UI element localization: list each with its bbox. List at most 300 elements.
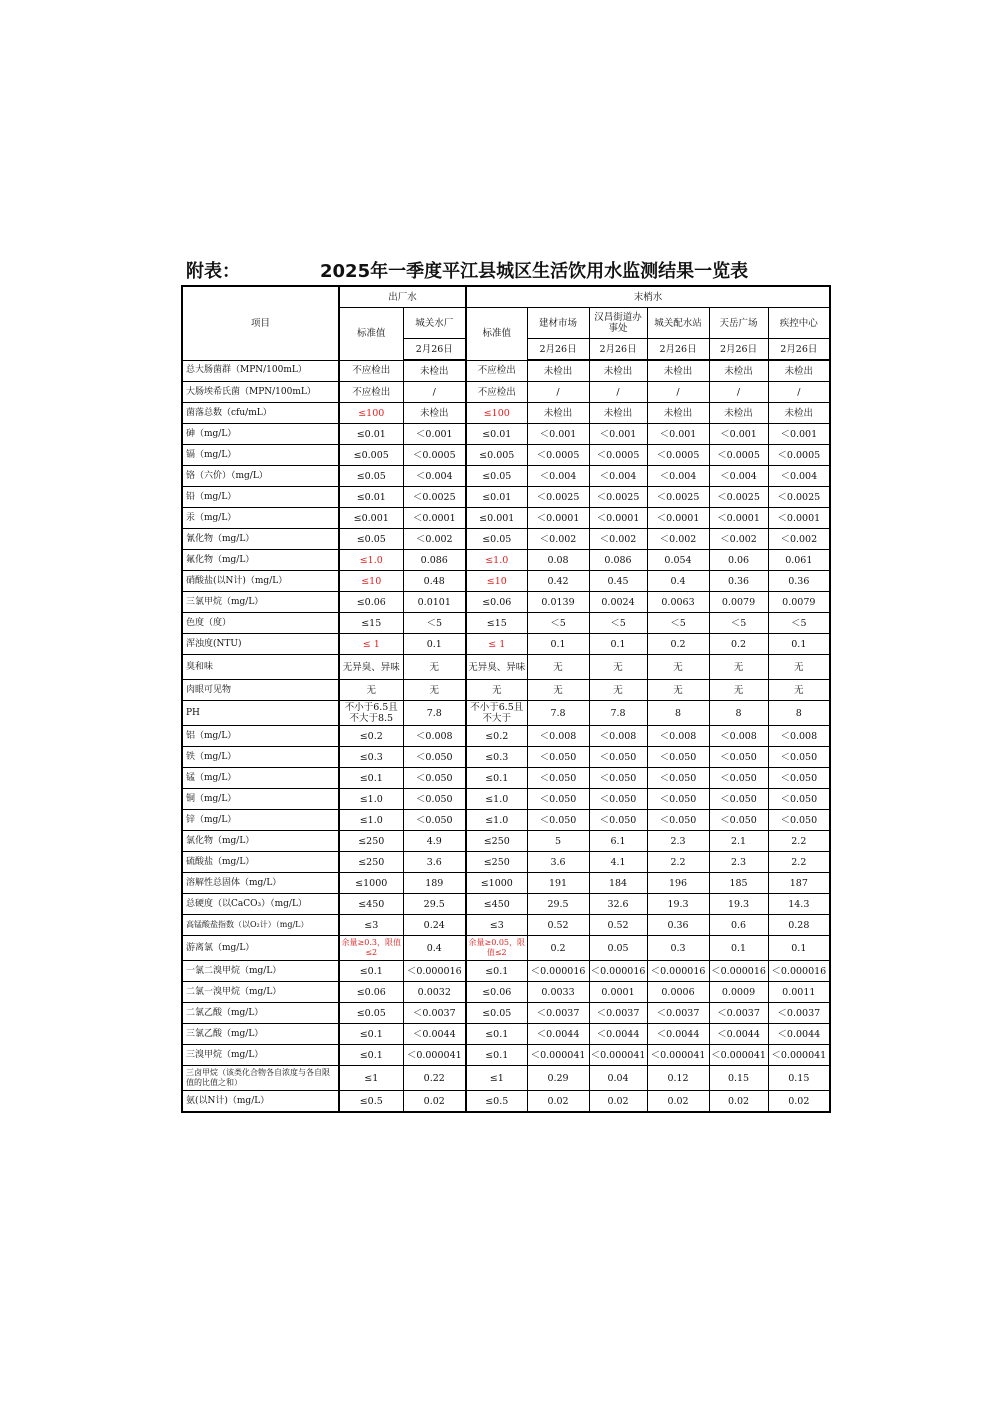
standard-value-cell: 不小于6.5且不大于: [466, 701, 527, 726]
result-value-cell: ＜0.050: [527, 747, 589, 768]
header-site-jiancai-market: 建材市场: [527, 308, 589, 339]
result-value-cell: 2.3: [647, 831, 709, 852]
result-value-cell: ＜0.000041: [709, 1045, 768, 1066]
row-item-label: 肉眼可见物: [182, 680, 339, 701]
table-row: [182, 360, 830, 382]
table-row: [182, 852, 830, 873]
result-value-cell: 0.2: [709, 634, 768, 655]
standard-value-cell: ≤0.005: [339, 445, 403, 466]
result-value-cell: ＜0.004: [403, 466, 466, 487]
row-item-label: 总硬度（以CaCO₃）（mg/L）: [182, 894, 339, 915]
result-value-cell: ＜0.0044: [709, 1024, 768, 1045]
result-value-cell: 无: [768, 680, 830, 701]
table-row: [182, 894, 830, 915]
result-value-cell: /: [647, 382, 709, 403]
table-row: [182, 680, 830, 701]
result-value-cell: 0.24: [403, 915, 466, 936]
result-value-cell: 7.8: [527, 701, 589, 726]
row-item-label: 三氯甲烷（mg/L）: [182, 592, 339, 613]
result-value-cell: ＜0.050: [768, 789, 830, 810]
result-value-cell: ＜0.0044: [768, 1024, 830, 1045]
result-value-cell: ＜0.050: [647, 768, 709, 789]
table-row: [182, 1045, 830, 1066]
standard-value-cell: ≤0.5: [466, 1091, 527, 1113]
standard-value-cell: ≤0.1: [339, 1045, 403, 1066]
standard-value-cell: ≤0.1: [339, 768, 403, 789]
standard-value-cell: ≤100: [466, 403, 527, 424]
standard-value-cell: ≤250: [466, 831, 527, 852]
result-value-cell: 未检出: [589, 360, 647, 382]
result-value-cell: 未检出: [403, 360, 466, 382]
result-value-cell: 0.0009: [709, 982, 768, 1003]
row-item-label: 镉（mg/L）: [182, 445, 339, 466]
standard-value-cell: ≤0.06: [339, 592, 403, 613]
result-value-cell: 0.0011: [768, 982, 830, 1003]
result-value-cell: ＜0.000016: [527, 961, 589, 982]
standard-value-cell: ≤0.01: [339, 424, 403, 445]
result-value-cell: ＜0.050: [647, 789, 709, 810]
result-value-cell: 7.8: [403, 701, 466, 726]
result-value-cell: 无: [647, 655, 709, 680]
row-item-label: PH: [182, 701, 339, 726]
result-value-cell: 0.02: [589, 1091, 647, 1113]
header-date: 2月26日: [589, 339, 647, 361]
row-item-label: 二氯一溴甲烷（mg/L）: [182, 982, 339, 1003]
header-date: 2月26日: [768, 339, 830, 361]
table-row: [182, 466, 830, 487]
row-item-label: 浑浊度(NTU): [182, 634, 339, 655]
result-value-cell: 0.08: [527, 550, 589, 571]
result-value-cell: ＜0.008: [589, 726, 647, 747]
result-value-cell: /: [709, 382, 768, 403]
row-item-label: 臭和味: [182, 655, 339, 680]
row-item-label: 汞（mg/L）: [182, 508, 339, 529]
standard-value-cell: ≤0.01: [466, 487, 527, 508]
table-row: [182, 592, 830, 613]
result-value-cell: 未检出: [527, 360, 589, 382]
table-row: [182, 529, 830, 550]
table-row: [182, 936, 830, 961]
standard-value-cell: 不应检出: [466, 382, 527, 403]
result-value-cell: ＜0.0001: [527, 508, 589, 529]
row-item-label: 铝（mg/L）: [182, 726, 339, 747]
standard-value-cell: ≤10: [339, 571, 403, 592]
result-value-cell: ＜0.050: [403, 810, 466, 831]
result-value-cell: 0.05: [589, 936, 647, 961]
standard-value-cell: ≤250: [339, 831, 403, 852]
header-date: 2月26日: [527, 339, 589, 361]
result-value-cell: 4.1: [589, 852, 647, 873]
result-value-cell: 0.45: [589, 571, 647, 592]
row-item-label: 氰化物（mg/L）: [182, 529, 339, 550]
standard-value-cell: 无异臭、异味: [339, 655, 403, 680]
result-value-cell: ＜0.004: [527, 466, 589, 487]
table-row: [182, 1003, 830, 1024]
standard-value-cell: ≤1.0: [339, 550, 403, 571]
row-item-label: 总大肠菌群（MPN/100mL）: [182, 360, 339, 382]
standard-value-cell: ≤0.05: [466, 1003, 527, 1024]
header-site-chengguan-station: 城关配水站: [647, 308, 709, 339]
result-value-cell: ＜0.050: [589, 768, 647, 789]
standard-value-cell: ≤0.1: [339, 961, 403, 982]
standard-value-cell: ≤0.05: [466, 529, 527, 550]
result-value-cell: 未检出: [527, 403, 589, 424]
table-row: [182, 961, 830, 982]
result-value-cell: ＜0.0037: [403, 1003, 466, 1024]
result-value-cell: ＜0.0037: [709, 1003, 768, 1024]
header-tap-water: 末梢水: [466, 286, 830, 308]
standard-value-cell: ≤1.0: [466, 789, 527, 810]
result-value-cell: ＜0.050: [768, 768, 830, 789]
result-value-cell: ＜0.000041: [768, 1045, 830, 1066]
table-row: [182, 550, 830, 571]
result-value-cell: 2.1: [709, 831, 768, 852]
row-item-label: 硝酸盐(以N计)（mg/L）: [182, 571, 339, 592]
result-value-cell: 0.52: [589, 915, 647, 936]
standard-value-cell: ≤1.0: [466, 810, 527, 831]
result-value-cell: 0.02: [403, 1091, 466, 1113]
result-value-cell: ＜0.050: [589, 747, 647, 768]
result-value-cell: 0.28: [768, 915, 830, 936]
result-value-cell: 无: [709, 655, 768, 680]
result-value-cell: ＜0.050: [589, 810, 647, 831]
row-item-label: 氟化物（mg/L）: [182, 550, 339, 571]
result-value-cell: ＜0.004: [709, 466, 768, 487]
standard-value-cell: ≤0.06: [466, 592, 527, 613]
header-item: 项目: [182, 286, 339, 360]
result-value-cell: ＜0.000041: [527, 1045, 589, 1066]
result-value-cell: 5: [527, 831, 589, 852]
table-row: [182, 1066, 830, 1091]
standard-value-cell: 无: [339, 680, 403, 701]
result-value-cell: 6.1: [589, 831, 647, 852]
result-value-cell: ＜0.0001: [589, 508, 647, 529]
result-value-cell: 19.3: [647, 894, 709, 915]
result-value-cell: 0.1: [403, 634, 466, 655]
result-value-cell: 未检出: [709, 360, 768, 382]
row-item-label: 三溴甲烷（mg/L）: [182, 1045, 339, 1066]
result-value-cell: 0.6: [709, 915, 768, 936]
result-value-cell: 32.6: [589, 894, 647, 915]
header-site-cdc: 疾控中心: [768, 308, 830, 339]
result-value-cell: /: [589, 382, 647, 403]
result-value-cell: ＜0.000016: [768, 961, 830, 982]
result-value-cell: ＜0.0037: [589, 1003, 647, 1024]
row-item-label: 铁（mg/L）: [182, 747, 339, 768]
standard-value-cell: ≤1.0: [466, 550, 527, 571]
header-date: 2月26日: [647, 339, 709, 361]
table-row: [182, 810, 830, 831]
standard-value-cell: 不小于6.5且不大于8.5: [339, 701, 403, 726]
result-value-cell: ＜0.050: [403, 747, 466, 768]
standard-value-cell: ≤3: [339, 915, 403, 936]
result-value-cell: ＜0.008: [527, 726, 589, 747]
result-value-cell: ＜0.050: [709, 810, 768, 831]
result-value-cell: ＜0.050: [647, 810, 709, 831]
result-value-cell: 未检出: [768, 403, 830, 424]
result-value-cell: 7.8: [589, 701, 647, 726]
row-item-label: 大肠埃希氏菌（MPN/100mL）: [182, 382, 339, 403]
result-value-cell: 未检出: [589, 403, 647, 424]
result-value-cell: ＜0.0037: [647, 1003, 709, 1024]
standard-value-cell: ≤3: [466, 915, 527, 936]
result-value-cell: ＜0.0005: [768, 445, 830, 466]
standard-value-cell: ≤1: [466, 1066, 527, 1091]
result-value-cell: 14.3: [768, 894, 830, 915]
result-value-cell: 0.06: [709, 550, 768, 571]
standard-value-cell: 不应检出: [339, 360, 403, 382]
result-value-cell: ＜0.002: [589, 529, 647, 550]
row-item-label: 铜（mg/L）: [182, 789, 339, 810]
result-value-cell: ＜0.050: [709, 789, 768, 810]
standard-value-cell: 无异臭、异味: [466, 655, 527, 680]
result-value-cell: ＜0.001: [527, 424, 589, 445]
standard-value-cell: ≤15: [339, 613, 403, 634]
result-value-cell: 3.6: [403, 852, 466, 873]
table-row: [182, 1091, 830, 1113]
result-value-cell: ＜0.0001: [768, 508, 830, 529]
result-value-cell: ＜0.050: [527, 789, 589, 810]
result-value-cell: 未检出: [709, 403, 768, 424]
result-value-cell: 0.36: [647, 915, 709, 936]
result-value-cell: ＜0.0001: [647, 508, 709, 529]
standard-value-cell: ≤1.0: [339, 810, 403, 831]
result-value-cell: ＜0.0005: [647, 445, 709, 466]
result-value-cell: 4.9: [403, 831, 466, 852]
result-value-cell: ＜0.008: [647, 726, 709, 747]
result-value-cell: ＜0.000016: [709, 961, 768, 982]
result-value-cell: ＜0.050: [589, 789, 647, 810]
standard-value-cell: ≤0.05: [466, 466, 527, 487]
result-value-cell: 0.52: [527, 915, 589, 936]
result-value-cell: ＜0.0025: [527, 487, 589, 508]
standard-value-cell: ≤0.05: [339, 1003, 403, 1024]
result-value-cell: 0.4: [403, 936, 466, 961]
result-value-cell: 0.48: [403, 571, 466, 592]
result-value-cell: 0.0079: [709, 592, 768, 613]
result-value-cell: 0.22: [403, 1066, 466, 1091]
result-value-cell: 196: [647, 873, 709, 894]
result-value-cell: 2.2: [768, 852, 830, 873]
row-item-label: 硫酸盐（mg/L）: [182, 852, 339, 873]
result-value-cell: ＜0.0025: [768, 487, 830, 508]
standard-value-cell: 不应检出: [339, 382, 403, 403]
result-value-cell: 未检出: [647, 403, 709, 424]
row-item-label: 一氯二溴甲烷（mg/L）: [182, 961, 339, 982]
result-value-cell: ＜0.008: [403, 726, 466, 747]
standard-value-cell: ≤100: [339, 403, 403, 424]
result-value-cell: ＜0.0005: [403, 445, 466, 466]
header-date: 2月26日: [709, 339, 768, 361]
result-value-cell: 29.5: [403, 894, 466, 915]
result-value-cell: ＜5: [527, 613, 589, 634]
standard-value-cell: 不应检出: [466, 360, 527, 382]
standard-value-cell: ≤250: [339, 852, 403, 873]
result-value-cell: ＜0.0044: [527, 1024, 589, 1045]
standard-value-cell: ≤0.3: [339, 747, 403, 768]
table-row: [182, 789, 830, 810]
table-row: [182, 873, 830, 894]
standard-value-cell: ≤0.5: [339, 1091, 403, 1113]
result-value-cell: 185: [709, 873, 768, 894]
row-item-label: 锌（mg/L）: [182, 810, 339, 831]
result-value-cell: 0.0024: [589, 592, 647, 613]
standard-value-cell: ≤0.05: [339, 529, 403, 550]
row-item-label: 色度（度）: [182, 613, 339, 634]
page-title: 2025年一季度平江县城区生活饮用水监测结果一览表: [320, 261, 749, 282]
standard-value-cell: ≤0.2: [339, 726, 403, 747]
result-value-cell: 0.2: [647, 634, 709, 655]
result-value-cell: 0.1: [709, 936, 768, 961]
result-value-cell: 0.1: [589, 634, 647, 655]
standard-value-cell: ≤0.001: [339, 508, 403, 529]
row-item-label: 锰（mg/L）: [182, 768, 339, 789]
standard-value-cell: ≤1: [339, 1066, 403, 1091]
result-value-cell: 0.02: [768, 1091, 830, 1113]
result-value-cell: 0.1: [768, 634, 830, 655]
standard-value-cell: ≤250: [466, 852, 527, 873]
table-row: [182, 747, 830, 768]
result-value-cell: /: [768, 382, 830, 403]
result-value-cell: 0.15: [768, 1066, 830, 1091]
result-value-cell: ＜0.002: [768, 529, 830, 550]
result-value-cell: 0.3: [647, 936, 709, 961]
result-value-cell: 0.086: [403, 550, 466, 571]
table-row: [182, 831, 830, 852]
result-value-cell: 无: [527, 655, 589, 680]
result-value-cell: 0.054: [647, 550, 709, 571]
result-value-cell: ＜0.0044: [403, 1024, 466, 1045]
standard-value-cell: 余量≥0.3，限值≤2: [339, 936, 403, 961]
standard-value-cell: ≤0.2: [466, 726, 527, 747]
table-row: [182, 915, 830, 936]
standard-value-cell: 无: [466, 680, 527, 701]
standard-value-cell: ≤0.1: [466, 1024, 527, 1045]
result-value-cell: ＜5: [589, 613, 647, 634]
result-value-cell: ＜0.001: [589, 424, 647, 445]
result-value-cell: 0.0032: [403, 982, 466, 1003]
result-value-cell: ＜0.050: [768, 810, 830, 831]
table-row: [182, 634, 830, 655]
standard-value-cell: ≤1000: [466, 873, 527, 894]
result-value-cell: ＜0.001: [768, 424, 830, 445]
table-row: [182, 726, 830, 747]
result-value-cell: 0.0079: [768, 592, 830, 613]
header-date: 2月26日: [403, 339, 466, 361]
result-value-cell: ＜0.002: [709, 529, 768, 550]
result-value-cell: ＜0.004: [647, 466, 709, 487]
standard-value-cell: ≤450: [466, 894, 527, 915]
result-value-cell: ＜0.0001: [709, 508, 768, 529]
result-value-cell: ＜0.0005: [527, 445, 589, 466]
result-value-cell: 0.02: [647, 1091, 709, 1113]
result-value-cell: 未检出: [403, 403, 466, 424]
result-value-cell: ＜0.050: [527, 768, 589, 789]
result-value-cell: 无: [403, 680, 466, 701]
result-value-cell: 0.0063: [647, 592, 709, 613]
result-value-cell: ＜0.000041: [589, 1045, 647, 1066]
result-value-cell: ＜0.002: [403, 529, 466, 550]
result-value-cell: 无: [647, 680, 709, 701]
result-value-cell: ＜0.000016: [589, 961, 647, 982]
result-value-cell: 0.061: [768, 550, 830, 571]
result-value-cell: ＜5: [403, 613, 466, 634]
table-row: [182, 701, 830, 726]
row-item-label: 铅（mg/L）: [182, 487, 339, 508]
result-value-cell: ＜5: [647, 613, 709, 634]
standard-value-cell: ≤0.06: [339, 982, 403, 1003]
table-row: [182, 613, 830, 634]
result-value-cell: ＜0.000016: [403, 961, 466, 982]
result-value-cell: ＜0.001: [647, 424, 709, 445]
standard-value-cell: ≤0.05: [339, 466, 403, 487]
result-value-cell: ＜0.008: [768, 726, 830, 747]
result-value-cell: ＜0.0005: [589, 445, 647, 466]
result-value-cell: 无: [527, 680, 589, 701]
result-value-cell: 0.42: [527, 571, 589, 592]
result-value-cell: ＜0.0025: [647, 487, 709, 508]
result-value-cell: 189: [403, 873, 466, 894]
result-value-cell: 187: [768, 873, 830, 894]
result-value-cell: 0.36: [709, 571, 768, 592]
result-value-cell: 191: [527, 873, 589, 894]
result-value-cell: 19.3: [709, 894, 768, 915]
row-item-label: 砷（mg/L）: [182, 424, 339, 445]
header-factory-water: 出厂水: [339, 286, 466, 308]
result-value-cell: 8: [709, 701, 768, 726]
standard-value-cell: ≤0.01: [339, 487, 403, 508]
row-item-label: 菌落总数（cfu/mL）: [182, 403, 339, 424]
result-value-cell: /: [527, 382, 589, 403]
result-value-cell: 0.0101: [403, 592, 466, 613]
result-value-cell: 0.0006: [647, 982, 709, 1003]
result-value-cell: ＜0.002: [527, 529, 589, 550]
standard-value-cell: ≤0.001: [466, 508, 527, 529]
result-value-cell: 0.12: [647, 1066, 709, 1091]
standard-value-cell: 余量≥0.05，限值≤2: [466, 936, 527, 961]
result-value-cell: ＜0.0025: [589, 487, 647, 508]
result-value-cell: 0.2: [527, 936, 589, 961]
result-value-cell: ＜0.004: [768, 466, 830, 487]
result-value-cell: ＜0.0037: [527, 1003, 589, 1024]
result-value-cell: ＜0.000016: [647, 961, 709, 982]
table-row: [182, 508, 830, 529]
row-item-label: 高锰酸盐指数（以O₂计）（mg/L）: [182, 915, 339, 936]
result-value-cell: ＜5: [768, 613, 830, 634]
table-row: [182, 571, 830, 592]
header-site-tianyue-square: 天岳广场: [709, 308, 768, 339]
result-value-cell: 184: [589, 873, 647, 894]
result-value-cell: ＜0.0025: [403, 487, 466, 508]
result-value-cell: ＜0.0001: [403, 508, 466, 529]
result-value-cell: 29.5: [527, 894, 589, 915]
title-prefix: 附表：: [186, 261, 240, 282]
standard-value-cell: ≤10: [466, 571, 527, 592]
standard-value-cell: ≤0.1: [466, 961, 527, 982]
result-value-cell: 2.2: [647, 852, 709, 873]
result-value-cell: 3.6: [527, 852, 589, 873]
header-standard-tap: 标准值: [466, 308, 527, 361]
result-value-cell: ＜0.002: [647, 529, 709, 550]
table-row: [182, 382, 830, 403]
standard-value-cell: ≤0.1: [466, 768, 527, 789]
result-value-cell: 2.2: [768, 831, 830, 852]
result-value-cell: ＜0.0044: [647, 1024, 709, 1045]
table-row: [182, 655, 830, 680]
table-row: [182, 445, 830, 466]
result-value-cell: ＜5: [709, 613, 768, 634]
result-value-cell: ＜0.050: [709, 768, 768, 789]
